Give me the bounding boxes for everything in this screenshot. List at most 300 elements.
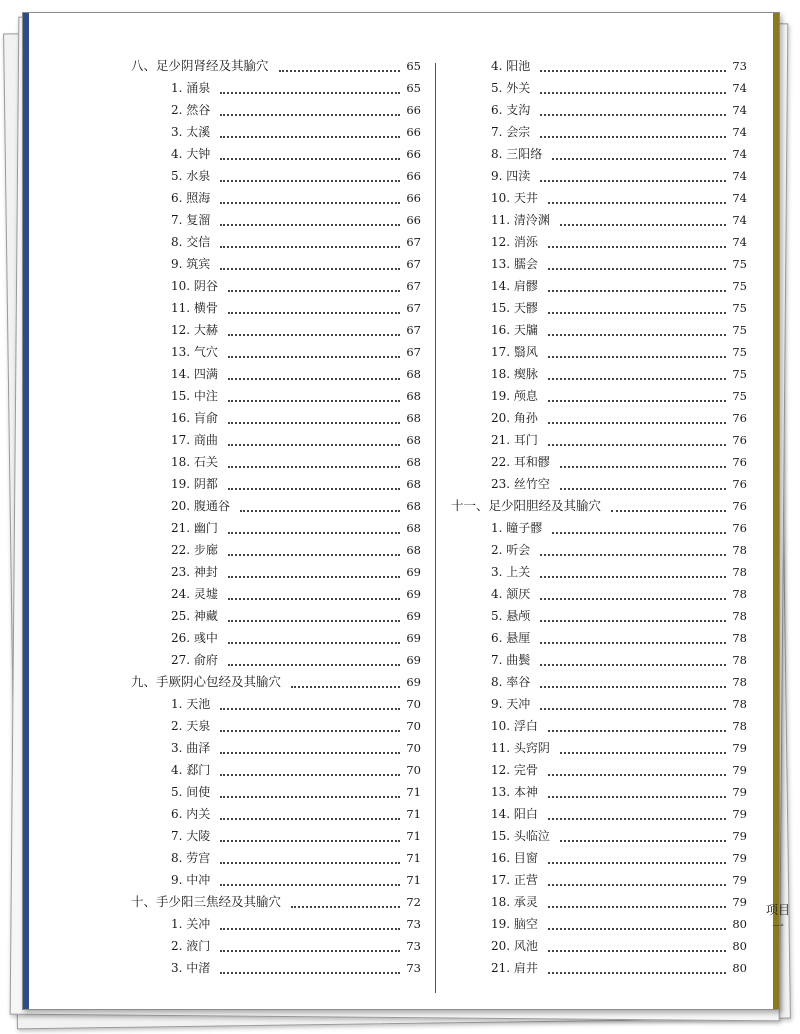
toc-entry-row <box>451 451 747 473</box>
toc-page-number: 65 <box>406 81 421 95</box>
toc-page-number: 69 <box>406 675 421 689</box>
toc-page <box>22 12 790 1010</box>
toc-dot-leader <box>220 158 400 160</box>
toc-dot-leader <box>548 246 726 248</box>
toc-dot-leader <box>548 202 726 204</box>
toc-label: 2. 天泉 <box>171 719 211 733</box>
toc-page-number: 69 <box>406 565 421 579</box>
toc-entry-row <box>451 649 747 671</box>
toc-page-number: 79 <box>732 851 747 865</box>
toc-label: 3. 曲泽 <box>171 741 211 755</box>
toc-page-number: 66 <box>406 147 421 161</box>
toc-label: 13. 臑会 <box>491 257 538 271</box>
toc-dot-leader <box>220 730 400 732</box>
toc-page-number: 76 <box>732 521 747 535</box>
toc-entry-row <box>131 627 421 649</box>
toc-page-number: 68 <box>406 389 421 403</box>
toc-dot-leader <box>228 466 400 468</box>
toc-dot-leader <box>540 136 726 138</box>
toc-dot-leader <box>220 950 400 952</box>
toc-label: 12. 完骨 <box>491 763 538 777</box>
toc-page-number: 79 <box>732 785 747 799</box>
toc-entry-row <box>131 869 421 891</box>
toc-entry-row <box>451 165 747 187</box>
toc-entry-row <box>451 891 747 913</box>
toc-dot-leader <box>220 928 400 930</box>
toc-page-number: 70 <box>406 697 421 711</box>
toc-page-number: 73 <box>406 917 421 931</box>
toc-label: 6. 悬厘 <box>491 631 531 645</box>
toc-entry-row <box>131 473 421 495</box>
toc-page-number: 68 <box>406 411 421 425</box>
toc-label: 19. 颅息 <box>491 389 538 403</box>
toc-label: 16. 天牖 <box>491 323 538 337</box>
toc-page-number: 67 <box>406 345 421 359</box>
toc-dot-leader <box>548 818 726 820</box>
toc-page-number: 67 <box>406 235 421 249</box>
toc-dot-leader <box>548 444 726 446</box>
toc-label: 1. 涌泉 <box>171 81 211 95</box>
toc-dot-leader <box>552 158 726 160</box>
toc-dot-leader <box>548 928 726 930</box>
toc-entry-row <box>131 495 421 517</box>
toc-entry-row <box>451 121 747 143</box>
toc-entry-row <box>451 847 747 869</box>
toc-entry-row <box>451 363 747 385</box>
toc-entry-row <box>131 165 421 187</box>
toc-label: 5. 悬颅 <box>491 609 531 623</box>
toc-page-number: 79 <box>732 895 747 909</box>
left-edge-accent <box>23 13 29 1009</box>
toc-label: 7. 曲鬓 <box>491 653 531 667</box>
toc-entry-row <box>131 253 421 275</box>
toc-dot-leader <box>291 686 400 688</box>
toc-label: 25. 神藏 <box>171 609 218 623</box>
toc-label: 12. 大赫 <box>171 323 218 337</box>
toc-entry-row <box>131 517 421 539</box>
toc-page-number: 76 <box>732 433 747 447</box>
toc-entry-row <box>451 935 747 957</box>
toc-page-number: 75 <box>732 345 747 359</box>
toc-entry-row <box>131 737 421 759</box>
toc-entry-row <box>451 583 747 605</box>
toc-entry-row <box>451 473 747 495</box>
toc-page-number: 76 <box>732 499 747 513</box>
toc-dot-leader <box>220 752 400 754</box>
toc-entry-row <box>131 935 421 957</box>
toc-entry-row <box>131 913 421 935</box>
toc-dot-leader <box>548 378 726 380</box>
toc-section-row <box>131 891 421 913</box>
toc-page-number: 65 <box>406 59 421 73</box>
toc-dot-leader <box>548 730 726 732</box>
toc-label: 14. 四满 <box>171 367 218 381</box>
toc-dot-leader <box>540 620 726 622</box>
toc-label: 26. 彧中 <box>171 631 218 645</box>
toc-page-number: 74 <box>732 191 747 205</box>
toc-label: 16. 目窗 <box>491 851 538 865</box>
toc-dot-leader <box>220 136 400 138</box>
toc-page-number: 74 <box>732 125 747 139</box>
chapter-side-tab <box>758 902 798 934</box>
toc-dot-leader <box>560 466 726 468</box>
toc-entry-row <box>451 781 747 803</box>
toc-dot-leader <box>228 444 400 446</box>
toc-label: 10. 天井 <box>491 191 538 205</box>
toc-label: 14. 阳白 <box>491 807 538 821</box>
column-divider <box>435 63 436 993</box>
toc-label: 3. 上关 <box>491 565 531 579</box>
toc-label: 6. 照海 <box>171 191 211 205</box>
side-tab-number: 一 <box>771 919 784 933</box>
toc-label: 1. 天池 <box>171 697 211 711</box>
toc-page-number: 68 <box>406 499 421 513</box>
toc-page-number: 71 <box>406 851 421 865</box>
toc-label: 21. 肩井 <box>491 961 538 975</box>
toc-entry-row <box>451 385 747 407</box>
toc-dot-leader <box>228 554 400 556</box>
toc-entry-row <box>131 583 421 605</box>
toc-label: 9. 天冲 <box>491 697 531 711</box>
toc-dot-leader <box>540 664 726 666</box>
toc-section-row <box>451 495 747 517</box>
toc-page-number: 78 <box>732 675 747 689</box>
toc-dot-leader <box>228 312 400 314</box>
toc-page-number: 67 <box>406 279 421 293</box>
toc-dot-leader <box>228 378 400 380</box>
toc-page-number: 73 <box>406 961 421 975</box>
toc-entry-row <box>451 539 747 561</box>
toc-dot-leader <box>228 598 400 600</box>
toc-dot-leader <box>548 906 726 908</box>
toc-entry-row <box>451 693 747 715</box>
toc-entry-row <box>451 737 747 759</box>
toc-dot-leader <box>228 290 400 292</box>
toc-label: 22. 步廊 <box>171 543 218 557</box>
toc-entry-row <box>451 187 747 209</box>
toc-page-number: 68 <box>406 543 421 557</box>
toc-dot-leader <box>548 774 726 776</box>
toc-entry-row <box>451 319 747 341</box>
toc-page-number: 68 <box>406 477 421 491</box>
toc-entry-row <box>131 781 421 803</box>
toc-entry-row <box>131 385 421 407</box>
toc-entry-row <box>451 825 747 847</box>
toc-label: 3. 太溪 <box>171 125 211 139</box>
toc-entry-row <box>451 627 747 649</box>
toc-page-number: 74 <box>732 169 747 183</box>
toc-dot-leader <box>220 796 400 798</box>
toc-label: 12. 消泺 <box>491 235 538 249</box>
toc-dot-leader <box>220 114 400 116</box>
toc-page-number: 78 <box>732 653 747 667</box>
toc-label: 8. 率谷 <box>491 675 531 689</box>
toc-page-number: 76 <box>732 477 747 491</box>
side-tab-label: 项目 <box>765 903 790 917</box>
toc-dot-leader <box>548 972 726 974</box>
toc-page-number: 67 <box>406 323 421 337</box>
toc-page-number: 71 <box>406 807 421 821</box>
toc-label: 19. 脑空 <box>491 917 538 931</box>
toc-label: 20. 角孙 <box>491 411 538 425</box>
toc-entry-row <box>451 715 747 737</box>
toc-entry-row <box>451 407 747 429</box>
toc-dot-leader <box>548 950 726 952</box>
toc-entry-row <box>451 341 747 363</box>
toc-entry-row <box>451 77 747 99</box>
toc-label: 11. 清泠渊 <box>491 213 550 227</box>
toc-page-number: 69 <box>406 653 421 667</box>
toc-page-number: 75 <box>732 367 747 381</box>
toc-entry-row <box>131 363 421 385</box>
toc-dot-leader <box>220 884 400 886</box>
toc-page-number: 78 <box>732 565 747 579</box>
toc-label: 九、手厥阴心包经及其腧穴 <box>131 674 282 689</box>
toc-entry-row <box>451 605 747 627</box>
toc-page-number: 74 <box>732 147 747 161</box>
toc-entry-row <box>131 847 421 869</box>
toc-page-number: 79 <box>732 829 747 843</box>
toc-dot-leader <box>540 598 726 600</box>
toc-dot-leader <box>220 246 400 248</box>
toc-page-number: 73 <box>406 939 421 953</box>
toc-label: 十、手少阳三焦经及其腧穴 <box>131 894 282 909</box>
toc-label: 9. 四渎 <box>491 169 531 183</box>
toc-label: 4. 郄门 <box>171 763 211 777</box>
toc-entry-row <box>131 429 421 451</box>
toc-entry-row <box>131 77 421 99</box>
toc-page-number: 68 <box>406 367 421 381</box>
toc-dot-leader <box>548 400 726 402</box>
toc-dot-leader <box>228 400 400 402</box>
toc-entry-row <box>131 957 421 979</box>
toc-label: 3. 中渚 <box>171 961 211 975</box>
toc-entry-row <box>131 187 421 209</box>
toc-page-number: 67 <box>406 301 421 315</box>
toc-page-number: 75 <box>732 389 747 403</box>
toc-label: 22. 耳和髎 <box>491 455 550 469</box>
toc-dot-leader <box>220 708 400 710</box>
toc-page-number: 78 <box>732 719 747 733</box>
toc-page-number: 80 <box>732 939 747 953</box>
toc-entry-row <box>131 121 421 143</box>
right-edge-accent <box>773 13 779 1009</box>
toc-dot-leader <box>560 840 726 842</box>
toc-dot-leader <box>220 92 400 94</box>
toc-label: 4. 阳池 <box>491 59 531 73</box>
toc-label: 16. 肓俞 <box>171 411 218 425</box>
toc-label: 15. 中注 <box>171 389 218 403</box>
toc-page-number: 69 <box>406 609 421 623</box>
toc-page-number: 68 <box>406 521 421 535</box>
toc-dot-leader <box>548 862 726 864</box>
toc-page-number: 76 <box>732 455 747 469</box>
toc-label: 15. 天髎 <box>491 301 538 315</box>
toc-page-number: 74 <box>732 103 747 117</box>
toc-page-number: 69 <box>406 587 421 601</box>
toc-dot-leader <box>552 532 726 534</box>
toc-entry-row <box>451 55 747 77</box>
toc-page-number: 69 <box>406 631 421 645</box>
toc-label: 7. 大陵 <box>171 829 211 843</box>
toc-label: 4. 颔厌 <box>491 587 531 601</box>
toc-dot-leader <box>228 576 400 578</box>
toc-page-number: 67 <box>406 257 421 271</box>
toc-label: 18. 承灵 <box>491 895 538 909</box>
toc-page-number: 66 <box>406 169 421 183</box>
toc-dot-leader <box>560 488 726 490</box>
toc-label: 19. 阴都 <box>171 477 218 491</box>
toc-page-number: 79 <box>732 763 747 777</box>
toc-label: 2. 然谷 <box>171 103 211 117</box>
toc-entry-row <box>131 341 421 363</box>
toc-page-number: 78 <box>732 543 747 557</box>
toc-dot-leader <box>540 114 726 116</box>
toc-label: 18. 瘈脉 <box>491 367 538 381</box>
toc-dot-leader <box>560 224 726 226</box>
toc-dot-leader <box>548 356 726 358</box>
toc-entry-row <box>131 99 421 121</box>
toc-page-number: 74 <box>732 213 747 227</box>
toc-entry-row <box>131 451 421 473</box>
toc-entry-row <box>451 231 747 253</box>
toc-label: 5. 外关 <box>491 81 531 95</box>
toc-dot-leader <box>220 862 400 864</box>
toc-label: 10. 浮白 <box>491 719 538 733</box>
toc-section-row <box>131 55 421 77</box>
toc-dot-leader <box>220 180 400 182</box>
toc-label: 21. 幽门 <box>171 521 218 535</box>
toc-dot-leader <box>548 290 726 292</box>
toc-label: 17. 正营 <box>491 873 538 887</box>
toc-label: 5. 水泉 <box>171 169 211 183</box>
toc-dot-leader <box>220 268 400 270</box>
toc-entry-row <box>131 715 421 737</box>
toc-label: 27. 俞府 <box>171 653 218 667</box>
toc-entry-row <box>451 561 747 583</box>
toc-page-number: 79 <box>732 807 747 821</box>
toc-label: 7. 会宗 <box>491 125 531 139</box>
toc-label: 18. 石关 <box>171 455 218 469</box>
toc-page-number: 78 <box>732 609 747 623</box>
toc-dot-leader <box>548 334 726 336</box>
toc-entry-row <box>451 517 747 539</box>
toc-dot-leader <box>228 620 400 622</box>
toc-dot-leader <box>540 708 726 710</box>
toc-dot-leader <box>220 818 400 820</box>
toc-entry-row <box>451 913 747 935</box>
toc-label: 24. 灵墟 <box>171 587 218 601</box>
toc-page-number: 80 <box>732 917 747 931</box>
toc-entry-row <box>451 759 747 781</box>
toc-entry-row <box>131 825 421 847</box>
toc-dot-leader <box>548 312 726 314</box>
toc-page-number: 79 <box>732 873 747 887</box>
toc-page-number: 79 <box>732 741 747 755</box>
toc-dot-leader <box>220 202 400 204</box>
toc-section-row <box>131 671 421 693</box>
toc-dot-leader <box>228 532 400 534</box>
toc-label: 17. 商曲 <box>171 433 218 447</box>
toc-label: 14. 肩髎 <box>491 279 538 293</box>
toc-label: 11. 横骨 <box>171 301 218 315</box>
toc-page-number: 66 <box>406 213 421 227</box>
toc-page-number: 74 <box>732 81 747 95</box>
toc-entry-row <box>131 209 421 231</box>
toc-label: 9. 中冲 <box>171 873 211 887</box>
toc-label: 15. 头临泣 <box>491 829 550 843</box>
toc-dot-leader <box>228 422 400 424</box>
toc-page-number: 75 <box>732 279 747 293</box>
toc-dot-leader <box>540 92 726 94</box>
toc-dot-leader <box>611 510 726 512</box>
toc-entry-row <box>131 143 421 165</box>
toc-page-number: 66 <box>406 191 421 205</box>
toc-entry-row <box>131 407 421 429</box>
toc-right-column <box>451 55 747 979</box>
toc-page-number: 66 <box>406 125 421 139</box>
toc-entry-row <box>131 275 421 297</box>
toc-page-number: 70 <box>406 741 421 755</box>
toc-page-number: 76 <box>732 411 747 425</box>
toc-entry-row <box>451 671 747 693</box>
toc-page-number: 73 <box>732 59 747 73</box>
toc-label: 11. 头窍阴 <box>491 741 550 755</box>
toc-dot-leader <box>220 774 400 776</box>
toc-entry-row <box>131 539 421 561</box>
toc-entry-row <box>131 561 421 583</box>
toc-dot-leader <box>220 972 400 974</box>
toc-page-number: 78 <box>732 631 747 645</box>
toc-page-number: 68 <box>406 455 421 469</box>
toc-dot-leader <box>279 70 401 72</box>
toc-page-number: 75 <box>732 301 747 315</box>
toc-dot-leader <box>228 356 400 358</box>
toc-label: 17. 翳风 <box>491 345 538 359</box>
toc-page-number: 66 <box>406 103 421 117</box>
toc-label: 4. 大钟 <box>171 147 211 161</box>
toc-page-number: 75 <box>732 323 747 337</box>
toc-entry-row <box>131 759 421 781</box>
toc-label: 5. 间使 <box>171 785 211 799</box>
toc-label: 20. 腹通谷 <box>171 499 230 513</box>
toc-entry-row <box>131 231 421 253</box>
toc-label: 八、足少阴肾经及其腧穴 <box>131 58 269 73</box>
toc-page-number: 75 <box>732 257 747 271</box>
toc-entry-row <box>131 803 421 825</box>
toc-entry-row <box>451 803 747 825</box>
toc-label: 十一、足少阳胆经及其腧穴 <box>451 498 602 513</box>
toc-left-column <box>131 55 421 979</box>
toc-dot-leader <box>228 664 400 666</box>
toc-entry-row <box>131 693 421 715</box>
toc-page-number: 72 <box>406 895 421 909</box>
toc-entry-row <box>451 143 747 165</box>
toc-label: 21. 耳门 <box>491 433 538 447</box>
toc-dot-leader <box>240 510 400 512</box>
toc-label: 6. 支沟 <box>491 103 531 117</box>
toc-dot-leader <box>540 686 726 688</box>
toc-page-number: 78 <box>732 587 747 601</box>
toc-entry-row <box>451 429 747 451</box>
toc-dot-leader <box>228 334 400 336</box>
toc-page-number: 74 <box>732 235 747 249</box>
toc-entry-row <box>451 869 747 891</box>
toc-dot-leader <box>548 422 726 424</box>
toc-dot-leader <box>560 752 726 754</box>
toc-entry-row <box>131 297 421 319</box>
toc-label: 8. 劳宫 <box>171 851 211 865</box>
